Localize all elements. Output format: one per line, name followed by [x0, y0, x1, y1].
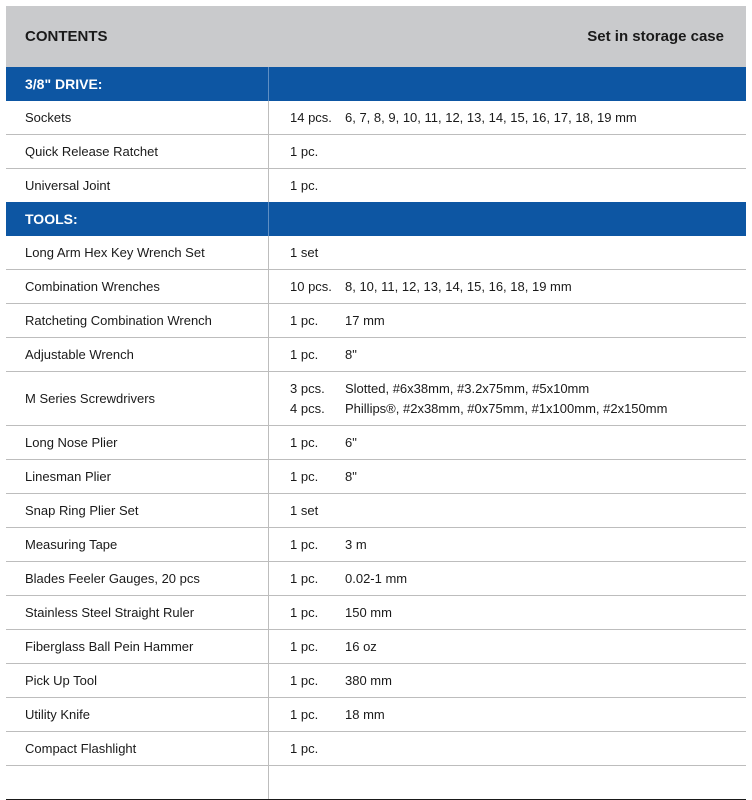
item-name: Sockets [6, 101, 269, 134]
item-spec: 380 mm [345, 673, 392, 688]
item-detail [269, 732, 746, 765]
item-spec: 16 oz [345, 639, 377, 654]
item-quantity: 1 pc. [290, 347, 319, 362]
item-quantity: 1 pc. [290, 571, 319, 586]
item-quantity: 1 pc. [290, 741, 319, 756]
table-row [6, 766, 746, 799]
item-quantity: 1 pc. [290, 639, 319, 654]
item-spec: 6" [345, 435, 357, 450]
table-row [6, 270, 746, 304]
section-title: 3/8" DRIVE: [6, 67, 269, 101]
item-detail [269, 460, 746, 493]
table-row [6, 460, 746, 494]
item-spec: Phillips®, #2x38mm, #0x75mm, #1x100mm, #2x150mm [345, 401, 668, 416]
item-spec: 8, 10, 11, 12, 13, 14, 15, 16, 18, 19 mm [345, 279, 572, 294]
item-quantity: 3 pcs. [290, 381, 325, 396]
section-header-tools [6, 202, 746, 236]
item-name: Compact Flashlight [6, 732, 269, 765]
item-name: Combination Wrenches [6, 270, 269, 303]
item-detail [269, 135, 746, 168]
item-quantity: 1 set [290, 503, 319, 518]
item-spec: 18 mm [345, 707, 385, 722]
item-spec: 8" [345, 469, 357, 484]
item-detail [269, 698, 746, 731]
table-row [6, 528, 746, 562]
item-detail [269, 338, 746, 371]
table-header [6, 6, 746, 67]
item-name: Long Nose Plier [6, 426, 269, 459]
item-spec: 150 mm [345, 605, 392, 620]
item-name: Quick Release Ratchet [6, 135, 269, 168]
table-row [6, 562, 746, 596]
item-name [6, 766, 269, 799]
item-spec: 17 mm [345, 313, 385, 328]
item-spec: 6, 7, 8, 9, 10, 11, 12, 13, 14, 15, 16, 17, 18, 19 mm [345, 110, 637, 125]
item-quantity: 1 set [290, 245, 319, 260]
table-row [6, 698, 746, 732]
item-quantity: 4 pcs. [290, 401, 325, 416]
item-detail [269, 494, 746, 527]
item-quantity: 1 pc. [290, 178, 319, 193]
item-detail [269, 528, 746, 561]
item-spec: 3 m [345, 537, 367, 552]
item-name: Stainless Steel Straight Ruler [6, 596, 269, 629]
item-quantity: 1 pc. [290, 144, 319, 159]
item-detail [269, 236, 746, 269]
table-row [6, 304, 746, 338]
item-quantity: 1 pc. [290, 707, 319, 722]
item-name: Pick Up Tool [6, 664, 269, 697]
item-detail [269, 101, 746, 134]
contents-heading: CONTENTS [25, 28, 108, 45]
item-name: M Series Screwdrivers [6, 372, 269, 425]
item-quantity: 14 pcs. [290, 110, 332, 125]
item-spec: 8" [345, 347, 357, 362]
item-detail [269, 766, 746, 799]
item-detail [269, 372, 746, 425]
item-name: Blades Feeler Gauges, 20 pcs [6, 562, 269, 595]
table-row [6, 664, 746, 698]
item-name: Adjustable Wrench [6, 338, 269, 371]
item-detail [269, 596, 746, 629]
item-name: Fiberglass Ball Pein Hammer [6, 630, 269, 663]
item-quantity: 1 pc. [290, 537, 319, 552]
item-quantity: 1 pc. [290, 435, 319, 450]
contents-table [6, 6, 746, 800]
table-row [6, 372, 746, 426]
item-name: Universal Joint [6, 169, 269, 202]
item-quantity: 1 pc. [290, 673, 319, 688]
item-name: Snap Ring Plier Set [6, 494, 269, 527]
item-name: Long Arm Hex Key Wrench Set [6, 236, 269, 269]
item-quantity: 1 pc. [290, 605, 319, 620]
item-quantity: 1 pc. [290, 313, 319, 328]
table-row [6, 630, 746, 664]
table-row [6, 732, 746, 766]
table-row [6, 494, 746, 528]
table-row [6, 169, 746, 202]
table-row [6, 596, 746, 630]
section-header-drive [6, 67, 746, 101]
item-detail [269, 630, 746, 663]
item-detail [269, 270, 746, 303]
item-name: Measuring Tape [6, 528, 269, 561]
table-row [6, 101, 746, 135]
table-row [6, 135, 746, 169]
item-detail [269, 562, 746, 595]
set-description: Set in storage case [587, 28, 724, 45]
item-quantity: 1 pc. [290, 469, 319, 484]
item-spec: Slotted, #6x38mm, #3.2x75mm, #5x10mm [345, 381, 590, 396]
table-row [6, 236, 746, 270]
item-name: Linesman Plier [6, 460, 269, 493]
section-title: TOOLS: [6, 202, 269, 236]
item-name: Ratcheting Combination Wrench [6, 304, 269, 337]
item-detail [269, 169, 746, 202]
item-detail [269, 304, 746, 337]
item-name: Utility Knife [6, 698, 269, 731]
item-detail [269, 426, 746, 459]
item-spec: 0.02-1 mm [345, 571, 408, 586]
item-quantity: 10 pcs. [290, 279, 332, 294]
table-row [6, 426, 746, 460]
table-row [6, 338, 746, 372]
item-detail [269, 664, 746, 697]
